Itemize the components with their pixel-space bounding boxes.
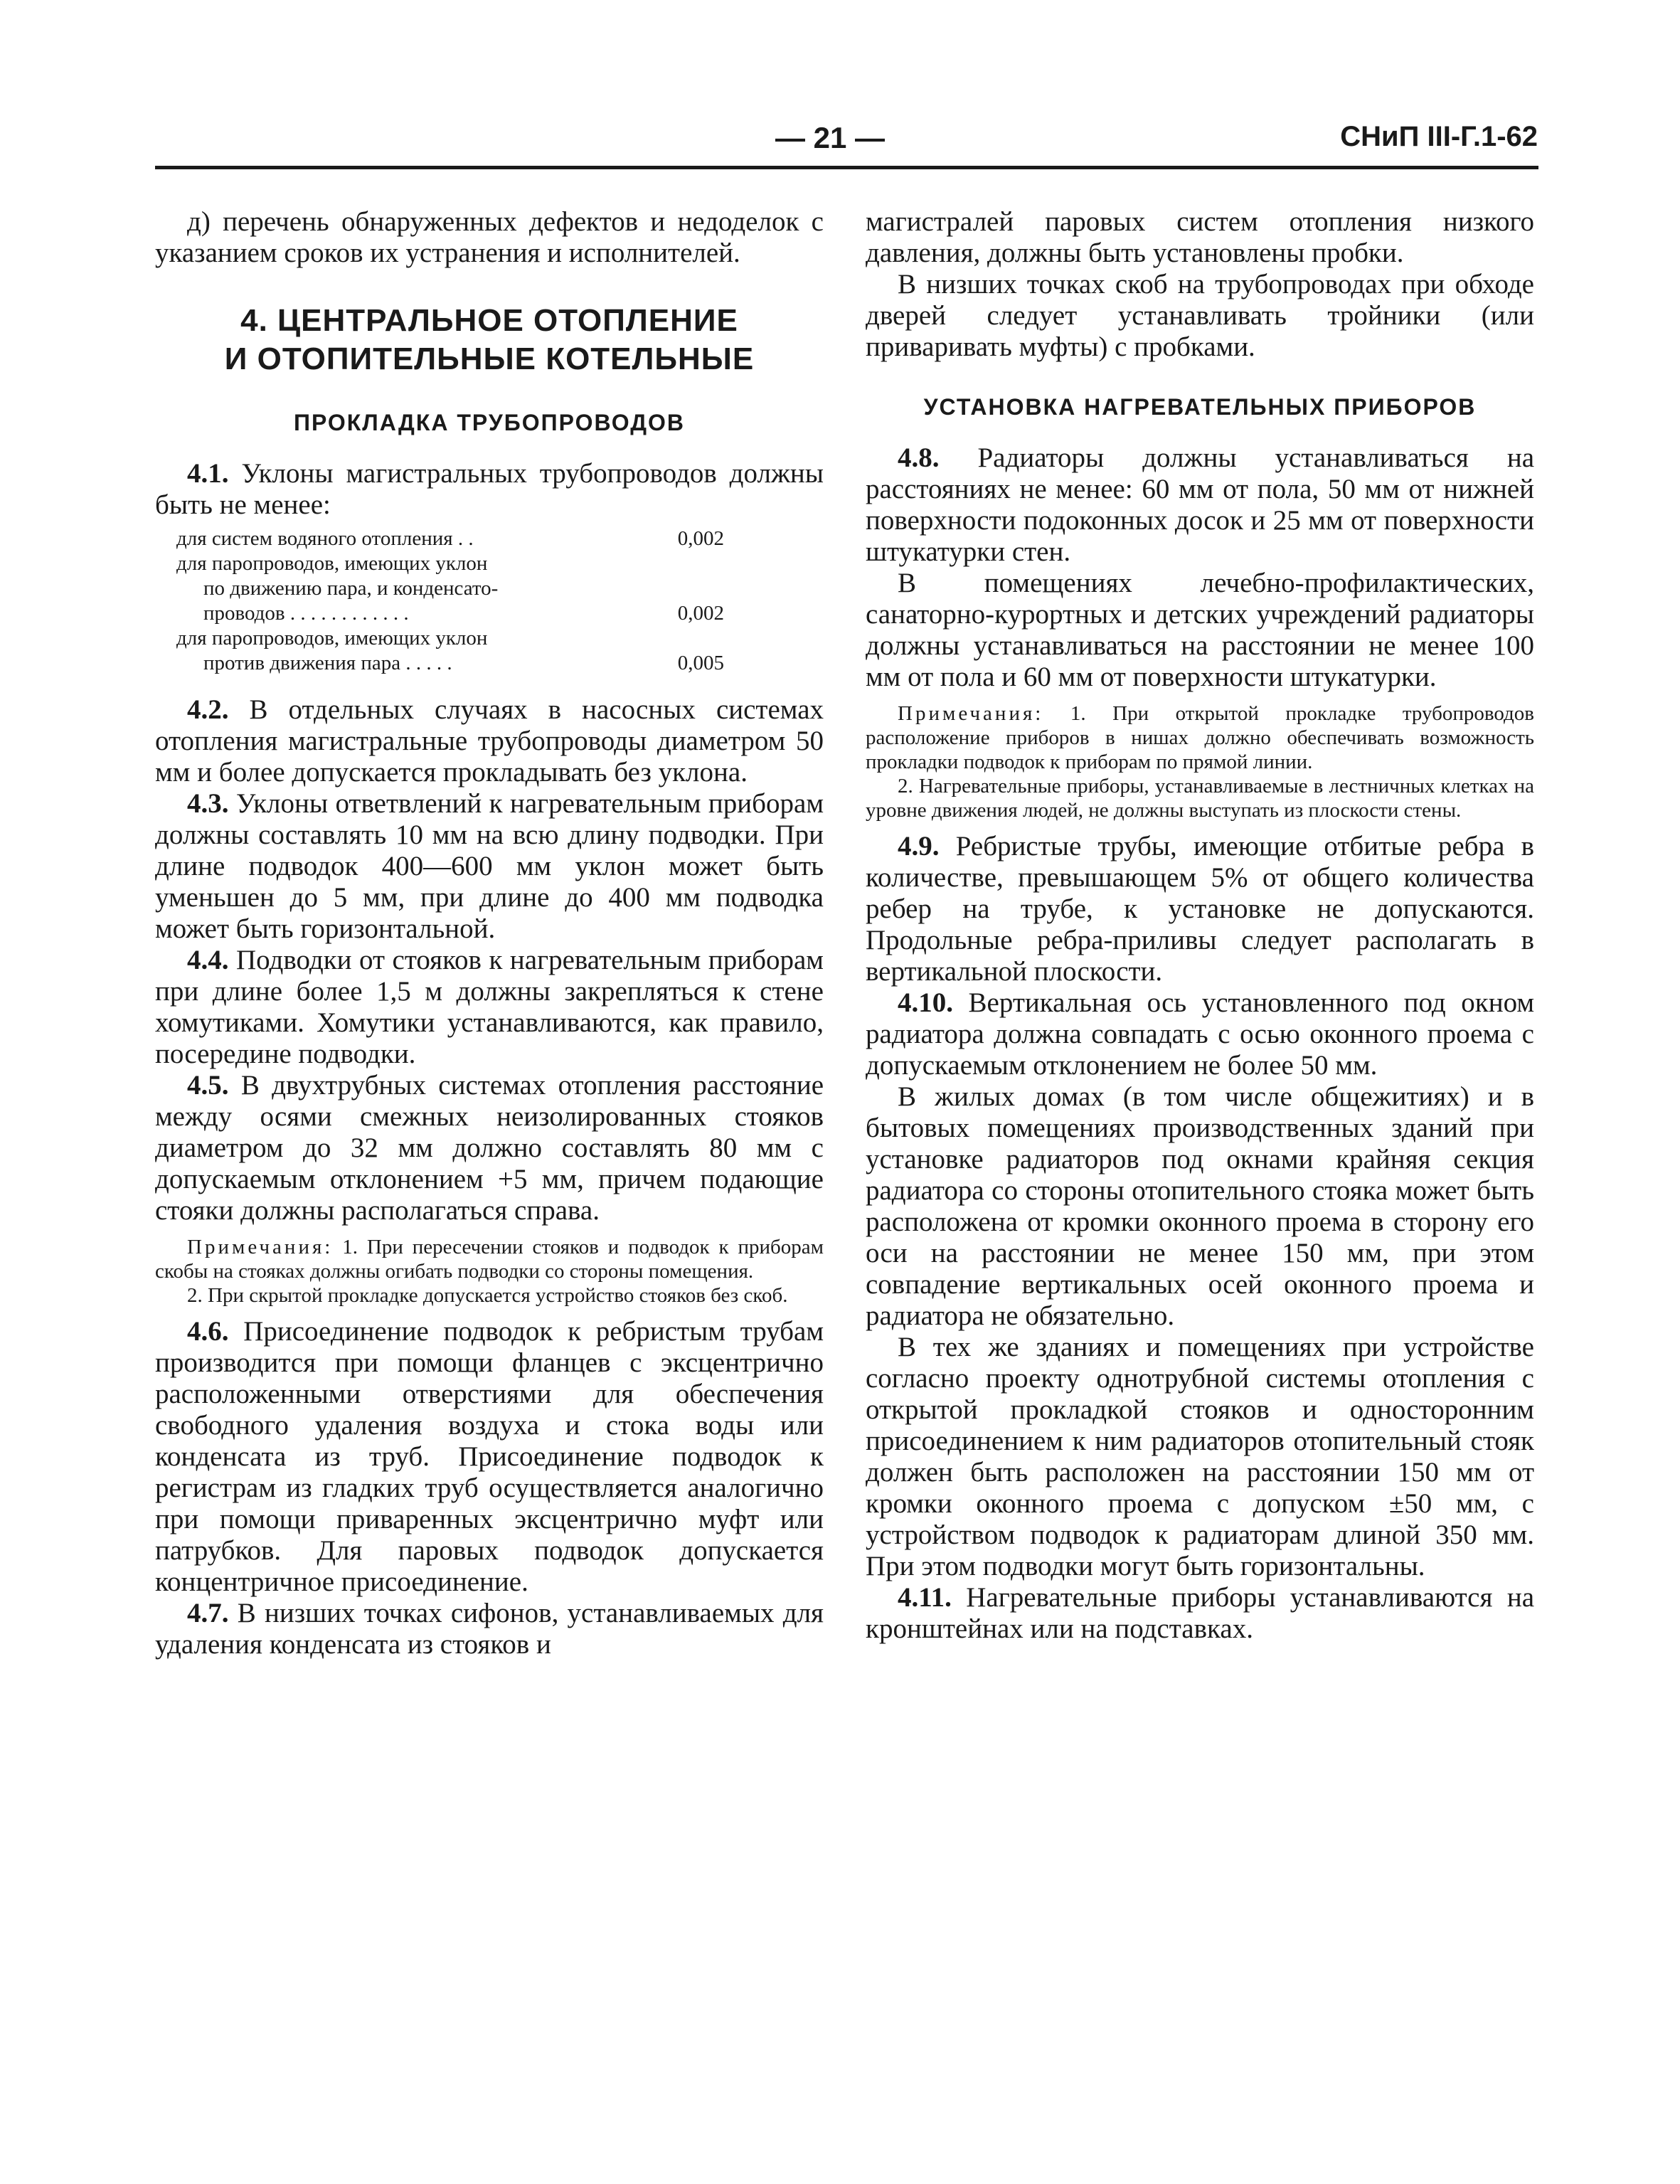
page-header bbox=[0, 0, 1680, 171]
paragraph-4-7-b: В низших точках скоб на трубопроводах при обходе дверей следует устанавливать тройники (или приваривать муфты) с пробками. bbox=[866, 269, 1534, 362]
list-item: против движения пара . . . . . 0,005 bbox=[203, 652, 724, 674]
list-item: для паропроводов, имеющих уклон bbox=[176, 552, 488, 575]
note-1: Примечания: 1. При открытой прокладке трубопроводов расположение приборов в нишах должно обеспечивать возможность прокладки подводок к приборам по прямой линии. bbox=[866, 702, 1534, 773]
list-item: для паропроводов, имеющих уклон bbox=[176, 627, 488, 650]
paragraph-4-4: 4.4. Подводки от стояков к нагревательным приборам при длине более 1,5 м должны закрепляться к стене хомутиками. Хомутики устанавливаются, как правило, посередине подводки. bbox=[155, 945, 824, 1069]
list-item: по движению пара, и конденсато- bbox=[203, 577, 499, 600]
paragraph-4-2: 4.2. В отдельных случаях в насосных системах отопления магистральные трубопроводы диаметром 50 мм и более допускается прокладывать без уклона. bbox=[155, 694, 824, 788]
right-column bbox=[866, 206, 1534, 1645]
section-title bbox=[155, 302, 824, 378]
clause-number: 4.1. bbox=[187, 458, 229, 489]
notes-label: Примечания: bbox=[187, 1236, 334, 1258]
intro-paragraph: д) перечень обнаруженных дефектов и недоделок с указанием сроков их устранения и исполнителей. bbox=[155, 206, 824, 268]
subsection-title: ПРОКЛАДКА ТРУБОПРОВОДОВ bbox=[293, 410, 686, 435]
header-rule bbox=[155, 166, 1538, 169]
paragraph-4-9: 4.9. Ребристые трубы, имеющие отбитые ребра в количестве, превышающем 5% от общего количества ребер на трубе, к установке не допускаются. Продольные ребра-приливы следует располагать в вертикальной плоскости. bbox=[866, 831, 1534, 987]
page-number: — 21 — bbox=[775, 121, 886, 154]
paragraph-4-3: 4.3. Уклоны ответвлений к нагревательным приборам должны составлять 10 мм на всю длину подводки. При длине подводок 400—600 мм уклон может быть уменьшен до 5 мм, при длине до 400 мм подводка может быть горизонтальной. bbox=[155, 788, 824, 944]
list-item: проводов . . . . . . . . . . . . 0,002 bbox=[203, 602, 724, 625]
paragraph-4-10: 4.10. Вертикальная ось установленного под окном радиатора должна совпадать с осью оконного проема с допускаемым отклонением не более 50 мм. bbox=[866, 987, 1535, 1081]
paragraph-4-10-b: В жилых домах (в том числе общежитиях) и в бытовых помещениях производственных зданий при установке радиаторов под окнами крайняя секция радиатора со стороны отопительного стояка может быть расположена от кромки оконного проема в сторону его оси на расстоянии не менее 150 мм, при этом совпадение вертикальных осей оконного проема и радиатора не обязательно. bbox=[866, 1081, 1534, 1331]
paragraph-4-10-c: В тех же зданиях и помещениях при устройстве согласно проекту однотрубной системы отопления с открытой прокладкой стояков и односторонним присоединением к ним радиаторов отопительный стояк должен быть расположен на расстоянии 150 мм от кромки оконного проема с допуском ±50 мм, с устройством подводок к радиаторам длиной 350 мм. При этом подводки могут быть горизонтальны. bbox=[866, 1332, 1534, 1581]
document-code: СНиП III-Г.1-62 bbox=[1340, 121, 1538, 152]
paragraph-4-7: 4.7. В низших точках сифонов, устанавливаемых для удаления конденсата из стояков и bbox=[155, 1598, 824, 1660]
paragraph-4-6: 4.6. Присоединение подводок к ребристым трубам производится при помощи фланцев с эксцентрично расположенными отверстиями для обеспечения свободного удаления воздуха и стока воды или конденсата из труб. Присоединение подводок к регистрам из гладких труб осуществляется аналогично при помощи приваренных эксцентрично муфт или патрубков. Для паровых подводок допускается концентричное присоединение. bbox=[155, 1316, 824, 1597]
clause-text: Уклоны магистральных трубопроводов должны быть не менее: bbox=[155, 458, 824, 520]
slope-list bbox=[176, 526, 724, 676]
list-item: для систем водяного отопления . . 0,002 bbox=[176, 527, 724, 550]
paragraph-4-1 bbox=[155, 458, 824, 521]
note-1: Примечания: 1. При пересечении стояков и подводок к приборам скобы на стояках должны огибать подводки со стороны помещения. bbox=[155, 1236, 824, 1283]
paragraph-4-8: 4.8. Радиаторы должны устанавливаться на расстояниях не менее: 60 мм от пола, 50 мм от нижней поверхности подоконных досок и 25 мм от поверхности штукатурки стен. bbox=[866, 442, 1534, 567]
paragraph-4-5: 4.5. В двухтрубных системах отопления расстояние между осями смежных неизолированных стояков диаметром до 32 мм должно составлять 80 мм с допускаемым отклонением +5 мм, причем подающие стояки должны располагаться справа. bbox=[155, 1070, 824, 1226]
paragraph-4-8-b: В помещениях лечебно-профилактических, санаторно-курортных и детских учреждений радиаторы должны устанавливаться на расстоянии не менее 100 мм от пола и 60 мм от поверхности штукатурки. bbox=[866, 568, 1534, 692]
left-column bbox=[155, 206, 824, 1660]
paragraph-4-7-continued: магистралей паровых систем отопления низкого давления, должны быть установлены пробки. bbox=[866, 206, 1534, 268]
notes-label: Примечания: bbox=[898, 702, 1044, 725]
paragraph-4-11: 4.11. Нагревательные приборы устанавливаются на кронштейнах или на подставках. bbox=[866, 1582, 1535, 1644]
note-2: 2. Нагревательные приборы, устанавливаемые в лестничных клетках на уровне движения людей, не должны выступать из плоскости стены. bbox=[866, 775, 1534, 822]
note-2: 2. При скрытой прокладке допускается устройство стояков без скоб. bbox=[187, 1284, 788, 1307]
section-title-line-2: И ОТОПИТЕЛЬНЫЕ КОТЕЛЬНЫЕ bbox=[224, 341, 755, 376]
subsection-title: УСТАНОВКА НАГРЕВАТЕЛЬНЫХ ПРИБОРОВ bbox=[923, 394, 1477, 420]
section-title-line-1: 4. ЦЕНТРАЛЬНОЕ ОТОПЛЕНИЕ bbox=[240, 303, 738, 338]
